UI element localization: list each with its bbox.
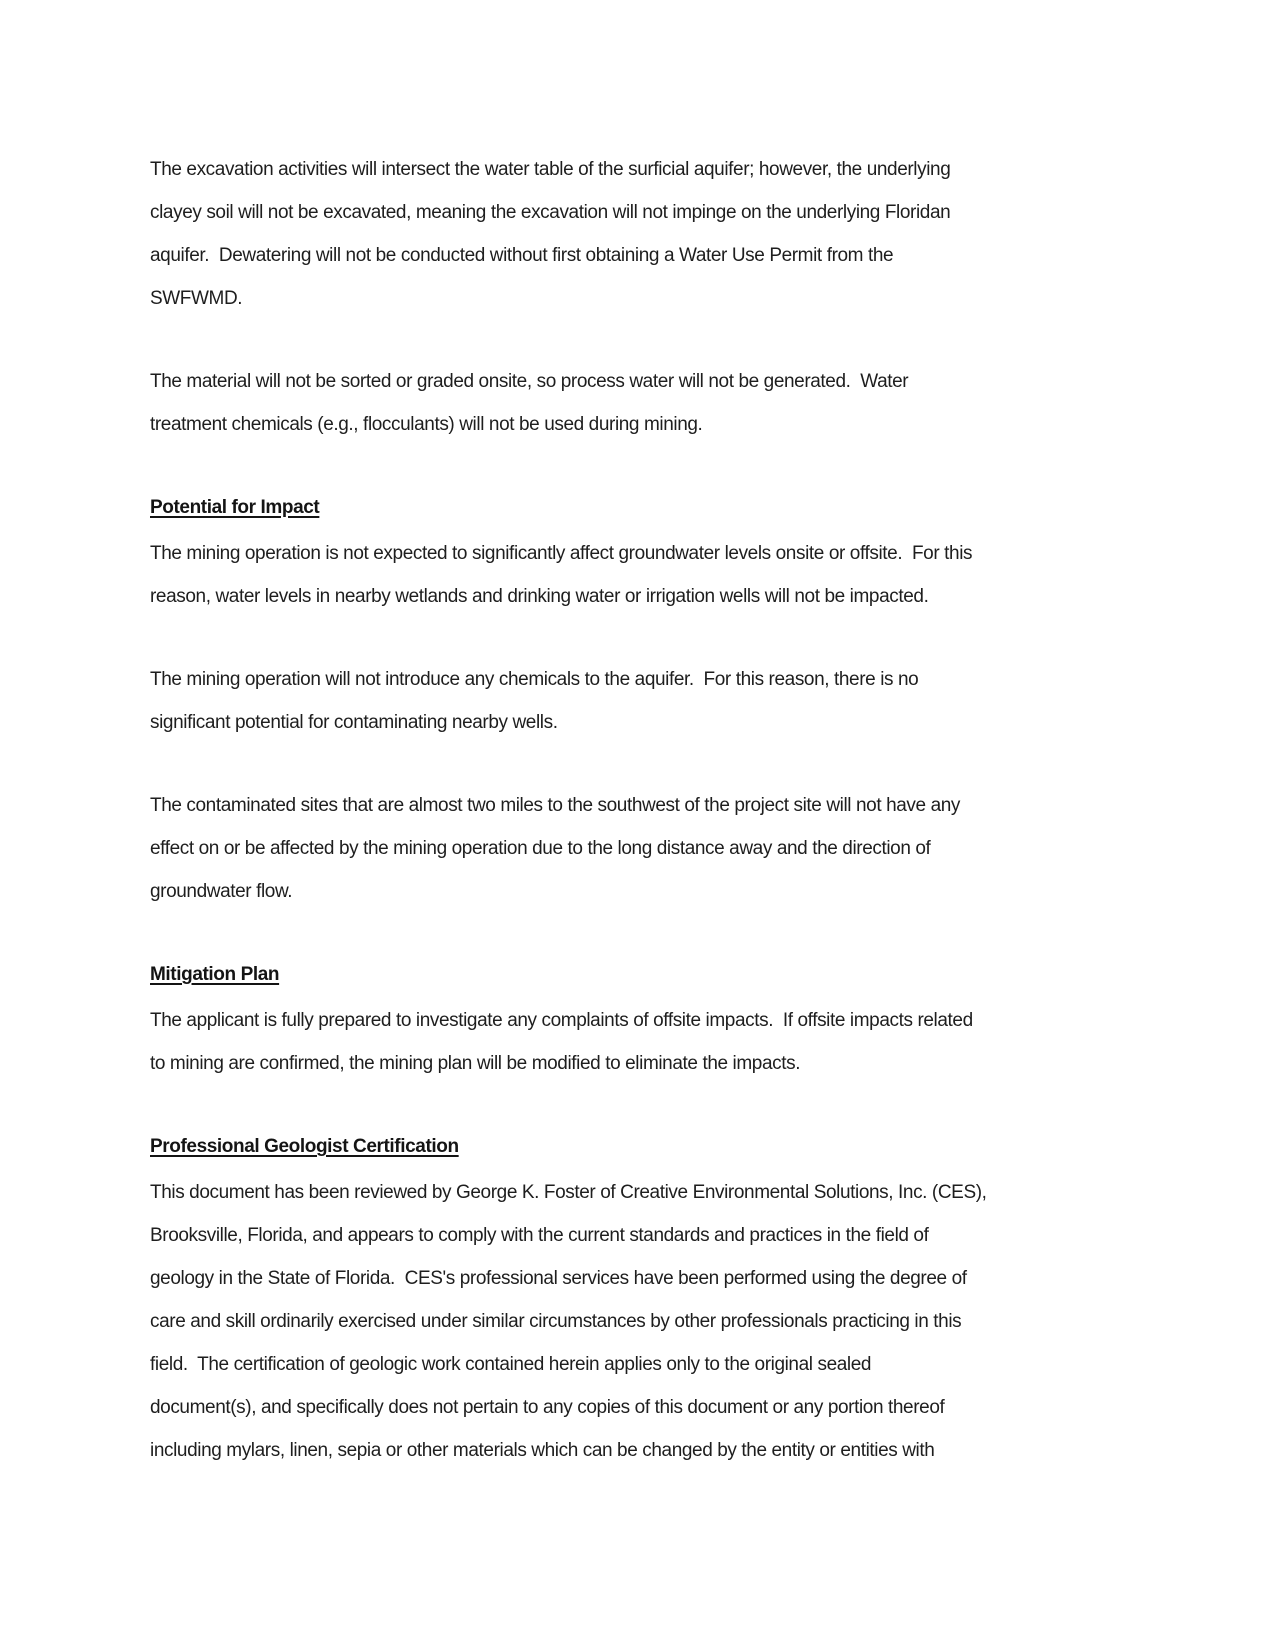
section-heading-text: Professional Geologist Certification — [150, 1136, 459, 1157]
text-line: aquifer. Dewatering will not be conducted without first obtaining a Water Use Permit from the — [150, 245, 894, 266]
text-line: reason, water levels in nearby wetlands and drinking water or irrigation wells will not be impacted. — [150, 586, 929, 607]
paragraph — [150, 784, 1160, 913]
text-line: This document has been reviewed by George K. Foster of Creative Environmental Solutions, Inc. (CES), — [150, 1182, 987, 1203]
text-line: geology in the State of Florida. CES's professional services have been performed using the degree of — [150, 1268, 967, 1289]
text-line: The material will not be sorted or graded onsite, so process water will not be generated. Water — [150, 371, 909, 392]
text-line: The applicant is fully prepared to investigate any complaints of offsite impacts. If offsite impacts related — [150, 1010, 973, 1031]
section-heading-text: Potential for Impact — [150, 497, 320, 518]
paragraph — [150, 658, 1160, 744]
text-line: SWFWMD. — [150, 288, 243, 309]
text-line: The mining operation is not expected to significantly affect groundwater levels onsite or offsite. For this — [150, 543, 973, 564]
section-heading — [150, 953, 1160, 996]
text-line: significant potential for contaminating nearby wells. — [150, 712, 558, 733]
paragraph — [150, 1171, 1160, 1472]
page-content — [150, 148, 1160, 1512]
text-line: field. The certification of geologic work contained herein applies only to the original sealed — [150, 1354, 872, 1375]
text-line: document(s), and specifically does not pertain to any copies of this document or any portion thereof — [150, 1397, 945, 1418]
paragraph — [150, 532, 1160, 618]
section-heading — [150, 1125, 1160, 1168]
section-heading-text: Mitigation Plan — [150, 964, 280, 985]
text-line: care and skill ordinarily exercised under similar circumstances by other professionals practicing in this — [150, 1311, 962, 1332]
text-line: Brooksville, Florida, and appears to comply with the current standards and practices in the field of — [150, 1225, 929, 1246]
text-line: The contaminated sites that are almost two miles to the southwest of the project site will not have any — [150, 795, 961, 816]
text-line: clayey soil will not be excavated, meaning the excavation will not impinge on the underlying Floridan — [150, 202, 951, 223]
section-heading — [150, 486, 1160, 529]
paragraph — [150, 360, 1160, 446]
paragraph — [150, 148, 1160, 320]
text-line: The mining operation will not introduce any chemicals to the aquifer. For this reason, there is no — [150, 669, 919, 690]
text-line: including mylars, linen, sepia or other materials which can be changed by the entity or entities with — [150, 1440, 935, 1461]
paragraph — [150, 999, 1160, 1085]
text-line: treatment chemicals (e.g., flocculants) will not be used during mining. — [150, 414, 703, 435]
text-line: to mining are confirmed, the mining plan will be modified to eliminate the impacts. — [150, 1053, 801, 1074]
text-line: The excavation activities will intersect the water table of the surficial aquifer; however, the underlying — [150, 159, 951, 180]
text-line: groundwater flow. — [150, 881, 293, 902]
text-line: effect on or be affected by the mining operation due to the long distance away and the direction of — [150, 838, 931, 859]
